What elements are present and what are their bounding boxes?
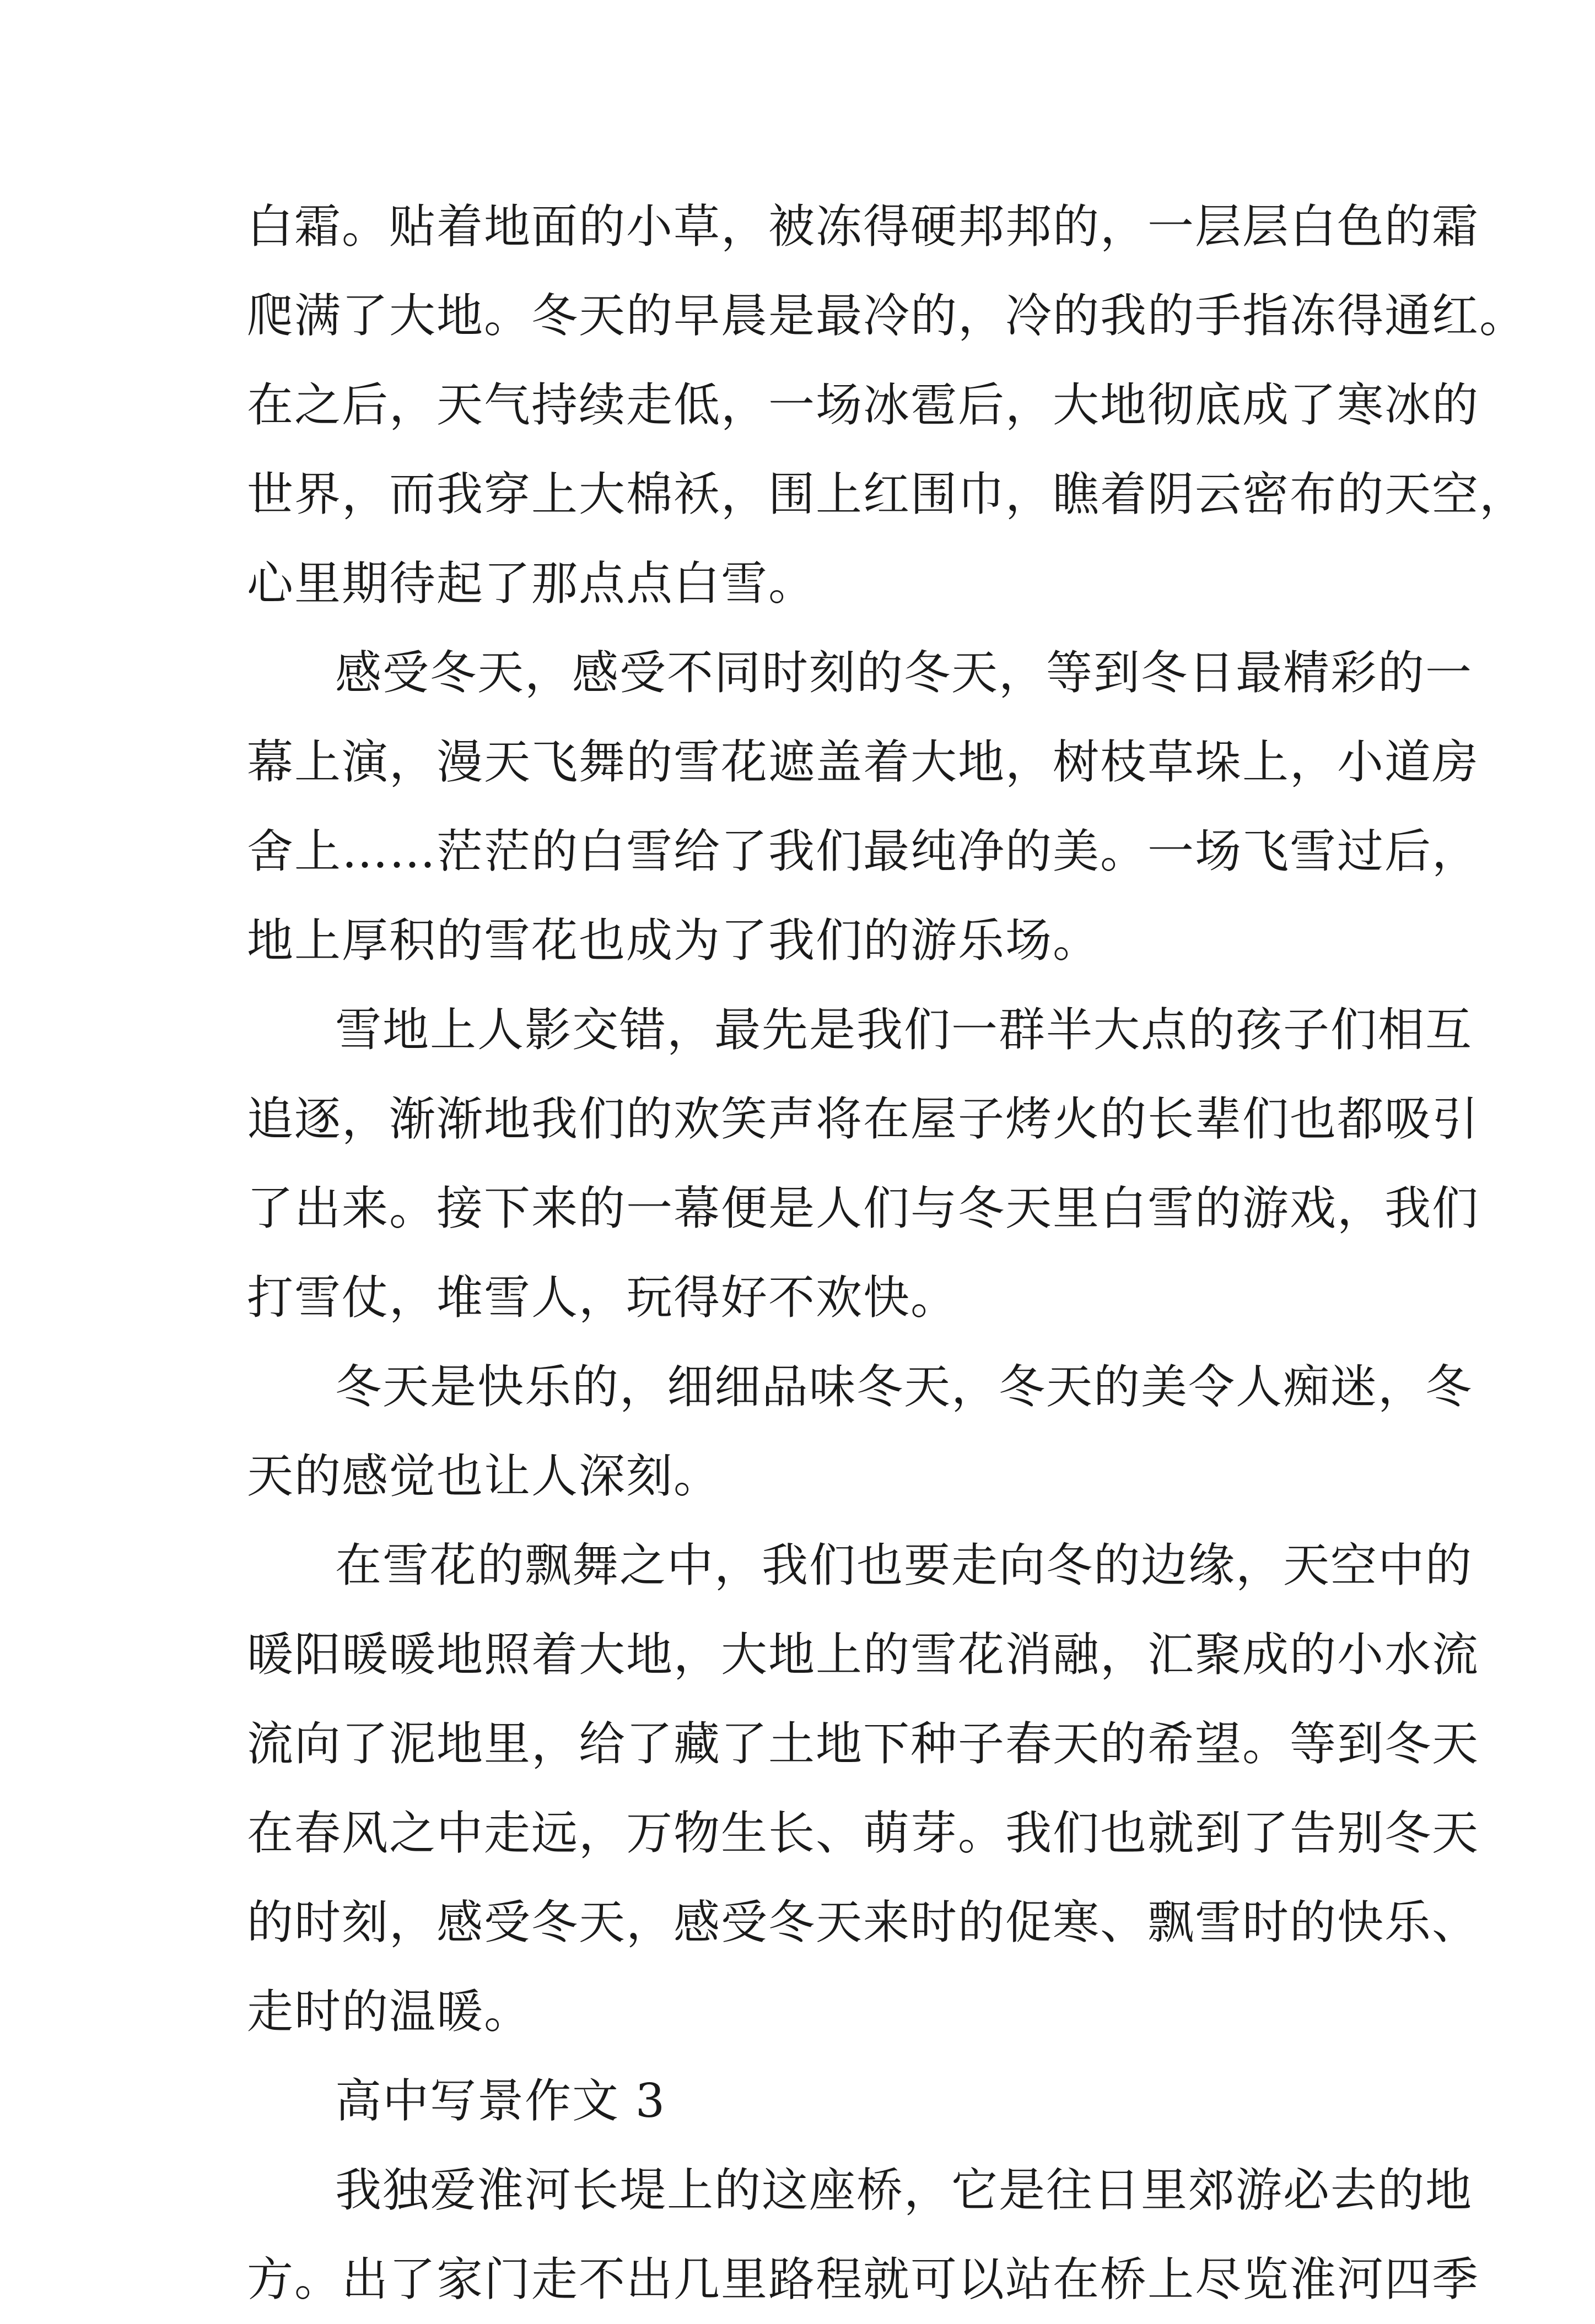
- text-line: 雪地上人影交错，最先是我们一群半大点的孩子们相互: [335, 1003, 1473, 1057]
- text-line: 在春风之中走远，万物生长、萌芽。我们也就到了告别冬天: [247, 1806, 1480, 1860]
- text-line: 天的感觉也让人深刻。: [247, 1449, 721, 1503]
- text-line: 我独爱淮河长堤上的这座桥，它是往日里郊游必去的地: [335, 2163, 1473, 2217]
- text-line: 地上厚积的雪花也成为了我们的游乐场。: [247, 914, 1101, 968]
- text-line: 追逐，渐渐地我们的欢笑声将在屋子烤火的长辈们也都吸引: [247, 1092, 1480, 1146]
- section-heading: 高中写景作文 3: [335, 2074, 666, 2128]
- text-line: 流向了泥地里，给了藏了土地下种子春天的希望。等到冬天: [247, 1717, 1480, 1771]
- text-line: 方。出了家门走不出几里路程就可以站在桥上尽览淮河四季: [247, 2252, 1480, 2306]
- text-line: 世界，而我穿上大棉袄，围上红围巾，瞧着阴云密布的天空，: [247, 467, 1527, 521]
- text-line: 爬满了大地。冬天的早晨是最冷的，冷的我的手指冻得通红。: [247, 289, 1527, 343]
- document-body: [247, 182, 1527, 2324]
- text-line: 冬天是快乐的，细细品味冬天，冬天的美令人痴迷，冬: [335, 1360, 1473, 1414]
- text-line: 舍上……茫茫的白雪给了我们最纯净的美。一场飞雪过后，: [247, 824, 1480, 878]
- text-line: 了出来。接下来的一幕便是人们与冬天里白雪的游戏，我们: [247, 1181, 1480, 1235]
- text-line: 在雪花的飘舞之中，我们也要走向冬的边缘，天空中的: [335, 1538, 1473, 1592]
- text-line: 的时刻，感受冬天，感受冬天来时的促寒、飘雪时的快乐、: [247, 1895, 1480, 1949]
- text-line: 暖阳暖暖地照着大地，大地上的雪花消融，汇聚成的小水流: [247, 1628, 1480, 1682]
- text-line: 打雪仗，堆雪人，玩得好不欢快。: [247, 1271, 958, 1325]
- text-line: 走时的温暖。: [247, 1985, 532, 2039]
- text-line: 白霜。贴着地面的小草，被冻得硬邦邦的，一层层白色的霜: [247, 199, 1480, 253]
- text-line: 在之后，天气持续走低，一场冰雹后，大地彻底成了寒冰的: [247, 378, 1480, 432]
- text-line: 感受冬天，感受不同时刻的冬天，等到冬日最精彩的一: [335, 646, 1473, 700]
- text-line: 心里期待起了那点点白雪。: [247, 556, 816, 610]
- text-line: 幕上演，漫天飞舞的雪花遮盖着大地，树枝草垛上，小道房: [247, 735, 1480, 789]
